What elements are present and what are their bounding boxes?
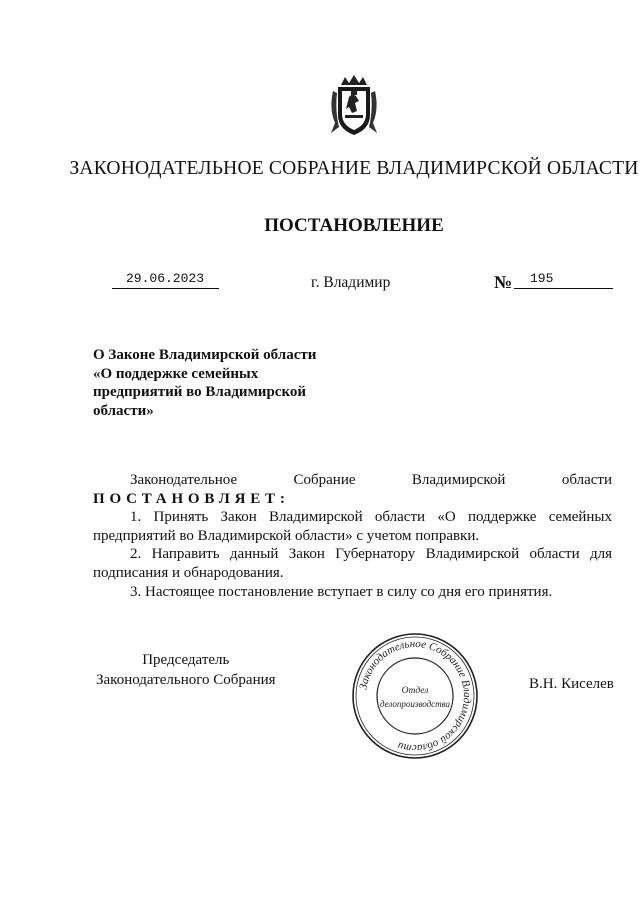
- resolution-verb: ПОСТАНОВЛЯЕТ:: [93, 490, 290, 507]
- item-3: 3. Настоящее постановление вступает в силу со дня его принятия.: [130, 583, 553, 600]
- document-body: [93, 471, 612, 601]
- coat-of-arms-icon: [327, 75, 381, 137]
- document-city: г. Владимир: [311, 274, 391, 291]
- item-2-line-1: 2. Направить данный Закон Губернатору Владимирской области для: [130, 546, 612, 563]
- organization-title: ЗАКОНОДАТЕЛЬНОЕ СОБРАНИЕ ВЛАДИМИРСКОЙ ОБЛАСТИ: [69, 158, 639, 179]
- signatory-title-line-1: Председатель: [142, 652, 230, 668]
- signatory-title: [96, 650, 276, 690]
- intro-word: Законодательное: [130, 472, 238, 488]
- official-stamp: [350, 631, 480, 761]
- document-subject: [93, 346, 343, 420]
- item-1-line-1: 1. Принять Закон Владимирской области «О поддержке семейных: [130, 509, 612, 526]
- document-date: 29.06.2023: [126, 271, 205, 286]
- intro-word: Собрание: [293, 472, 356, 488]
- document-number: 195: [530, 271, 554, 286]
- item-2-line-2: подписания и обнародования.: [93, 564, 284, 581]
- signatory-name: В.Н. Киселев: [529, 676, 614, 692]
- subject-line: области»: [93, 402, 154, 419]
- intro-word: области: [561, 472, 612, 488]
- stamp-ring-path: Законодательное Собрание Владимирской области: [357, 637, 474, 755]
- item-1-line-2: предприятий во Владимирской области» с учетом поправки.: [93, 527, 480, 544]
- document-type: ПОСТАНОВЛЕНИЕ: [264, 215, 444, 236]
- subject-line: предприятий во Владимирской: [93, 384, 307, 400]
- subject-line: О Законе Владимирской области: [93, 347, 317, 363]
- stamp-center-line-1: Отдел: [401, 686, 429, 696]
- stamp-center-line-2: делопроизводства: [379, 699, 451, 709]
- intro-word: Владимирской: [411, 472, 506, 488]
- number-sign: №: [494, 272, 513, 292]
- number-underline: [514, 272, 613, 289]
- intro-line: [93, 471, 612, 490]
- signatory-title-line-2: Законодательного Собрания: [96, 672, 276, 688]
- subject-line: «О поддержке семейных: [93, 365, 259, 382]
